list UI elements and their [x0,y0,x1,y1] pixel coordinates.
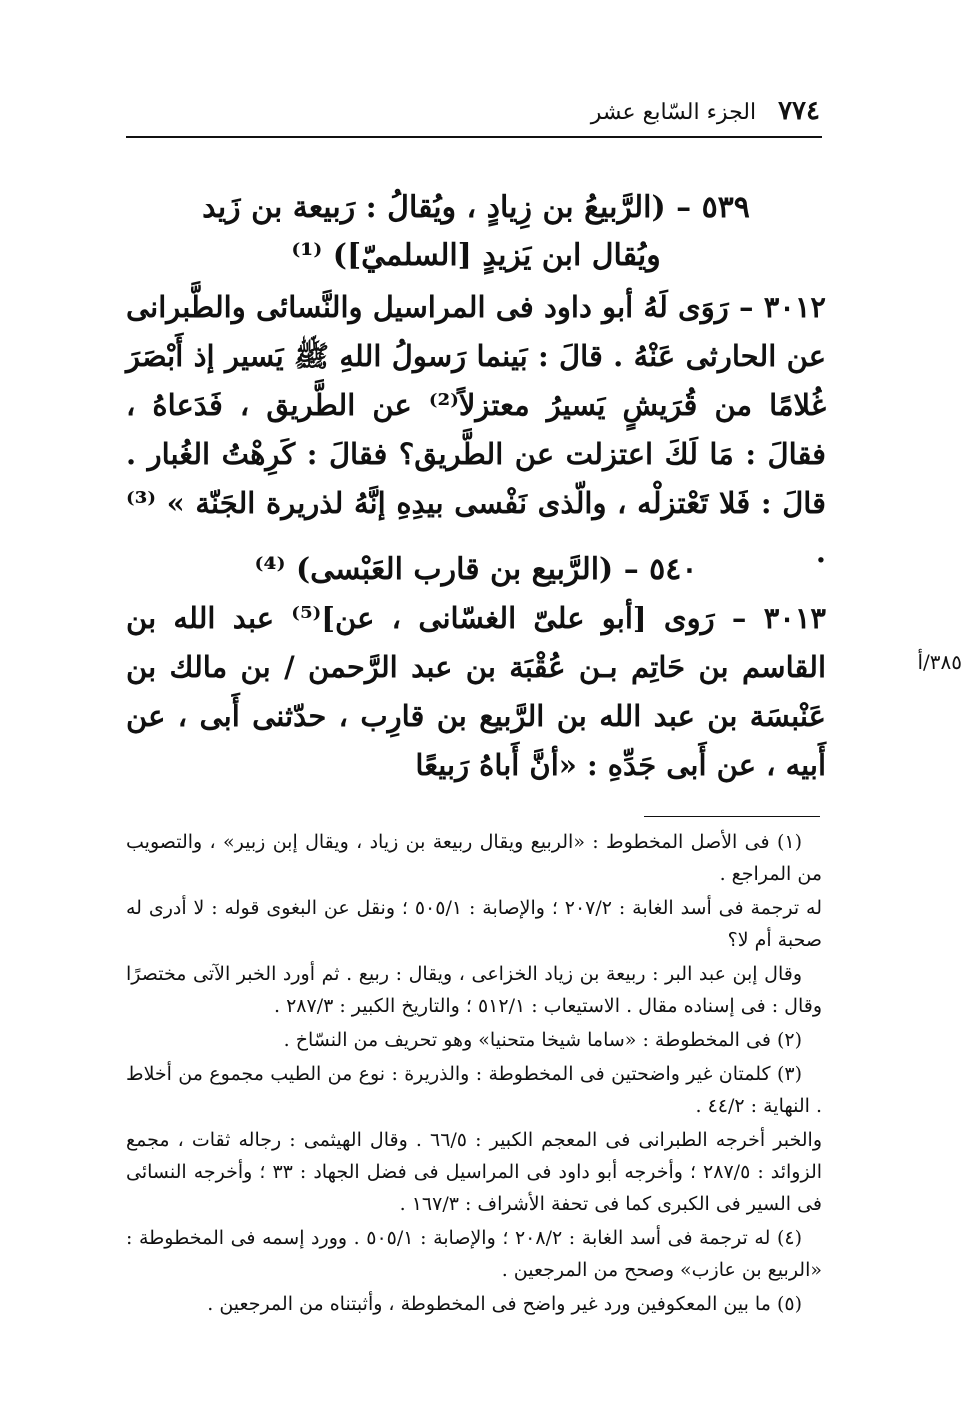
footnote-5: (٥) ما بين المعكوفين ورد غير واضح فى المخطوطة ، وأثبتناه من المرجعين . [207,1293,802,1315]
footnote-1-cont-b: وقال إبن عبد البر : ربيعة بن زياد الخزاعى ، ويقال : ربيع . ثم أورد الخبر الآتى مختصرًا وقال : فى إسناده مقال . الاستيعاب : ٥١٢/١ ؛ والتاريخ الكبير : ٢٨٧/٣ . [126,963,822,1017]
running-head [130,96,820,130]
hadith-3012-text: ٣٠١٢ – رَوَى لَهُ أبو داود فى المراسيل والنَّسائى والطَّبرانى عن الحارثى عَنْهُ . قالَ : بَينما رَسولُ اللهِ ﷺ يَسير إذ أَبْصَرَ غُلامًا من قُرَيشٍ يَسيرُ معتزلاً⁽²⁾ عن الطَّريق ، فَدَعاهُ ، فقالَ : مَا لَكَ اعتزلت عن الطَّريق؟ فقالَ : كَرِهْتُ الغُبار . قالَ : فَلا تَعْتزلْه ، والّذى نَفْسى بيدِهِ إنَّهُ لذريرة الجَنّة » ⁽³⁾ . [126,290,826,569]
manuscript-folio-note: ٣٨٥/أ [917,650,962,674]
header-rule [126,136,822,138]
footnote-3: (٣) كلمتان غير واضحتين فى المخطوطة : والذريرة : نوع من الطيب مجموع من أخلاط . النهاية : ٤٤/٢ . [126,1063,822,1117]
entry-heading-540: ٥٤٠ – (الرَّبيع بن قارب العَبْسى) ⁽⁴⁾ [254,552,698,587]
entry-heading-539: ٥٣٩ – (الرَّبيعُ بن زِيادٍ ، ويُقالُ : رَبيعة بن زَيد [202,190,750,225]
running-title: الجزء السّابع عشر [590,100,757,125]
footnote-3-cont: والخبر أخرجه الطبرانى فى المعجم الكبير : ٦٦/٥ . وقال الهيثمى : رجاله ثقات ، مجمع الزوائد : ٢٨٧/٥ ؛ وأخرجه أبو داود فى المراسيل فى فضل الجهاد : ٣٣ ؛ وأخرجه النسائى فى السير فى الكبرى كما فى تحفة الأشراف : ١٦٧/٣ . [126,1129,823,1215]
footnote-4: (٤) له ترجمة فى أسد الغابة : ٢٠٨/٢ ؛ والإصابة : ٥٠٥/١ . وورد إسمه فى المخطوطة : «الربيع بن عازب» وصحح من المرجعين . [126,1227,822,1281]
footnote-1: (١) فى الأصل المخطوط : «الربيع ويقال ربيعة بن زياد ، ويقال إبن زبير» ، والتصويب من المراجع . [126,831,822,885]
footnotes [126,826,822,1322]
footnote-2: (٢) فى المخطوطة : «ساما شيخا متحنيا» وهو تحريف من النسّاخ . [283,1029,802,1051]
page-number: ٧٧٤ [778,96,820,126]
entry-heading-539-line2: ويُقال ابن يَزيدٍ [السلميّ]) ⁽¹⁾ [291,238,661,273]
footnote-rule [644,816,820,817]
hadith-3013-text: ٣٠١٣ – رَوى [أبو علىّ الغسّانى ، عن]⁽⁵⁾ عبد الله بن القاسم بن حَاتِم بـن عُقْبَة بن عبد الرَّحمن / بن مالك بن عَنْبسَة بن عبد الله بن الرَّبيع بن قارِب ، حدّثنى أَبى ، عن أَبيه ، عن أَبى جَدِّهِ : «أنَّ أَباهُ رَبيعًا [126,601,826,782]
footnote-1-cont-a: له ترجمة فى أسد الغابة : ٢٠٧/٢ ؛ والإصابة : ٥٠٥/١ ؛ ونقل عن البغوى قوله : لا أدرى له صحبة أم لا؟ [126,897,822,951]
